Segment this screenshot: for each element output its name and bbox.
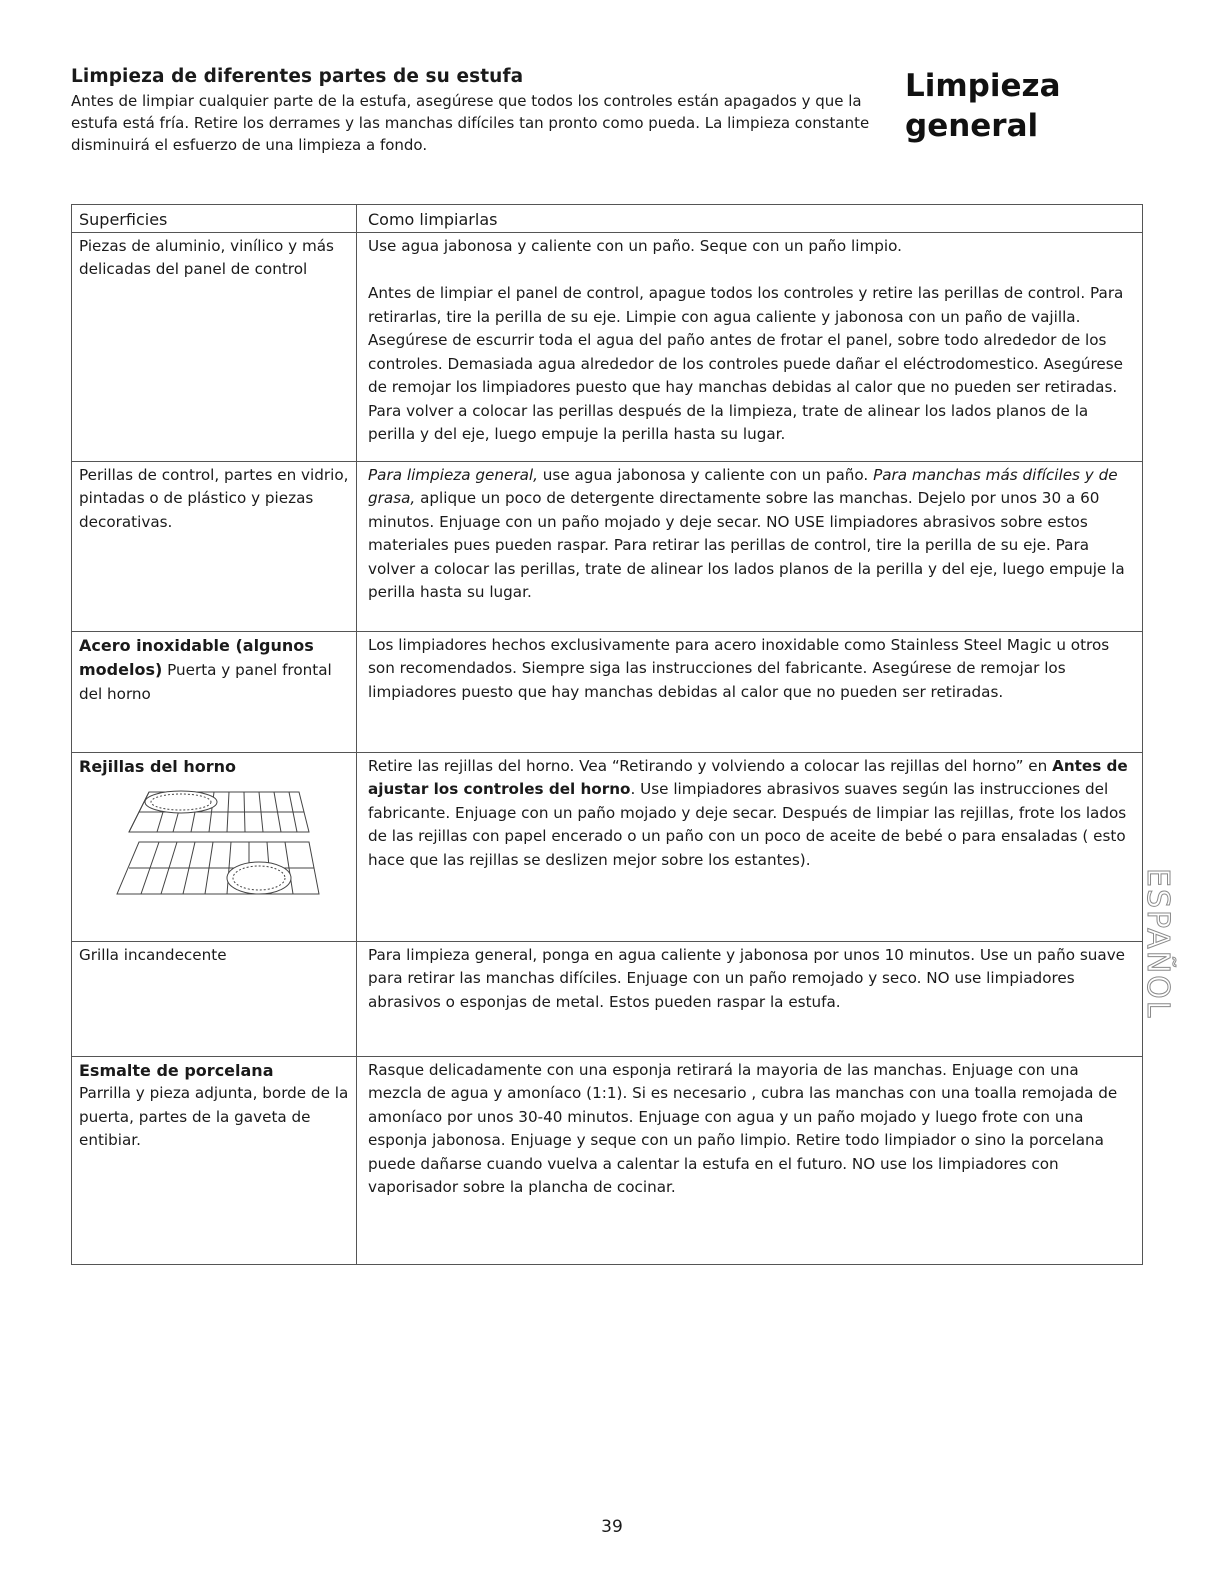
method-paragraph: Antes de limpiar el panel de control, apague todos los controles y retire las perillas de control. Para retirarlas, tire la perilla de su eje. Limpie con agua caliente y jabonosa con un paño de vajilla. Asegúrese de escurrir toda el agua del paño antes de frotar el panel, sobre todo alrededor de los controles. Demasiada agua alrededor de los controles puede dañar el eléctrodomestico. Asegúrese de remojar los limpiadores puesto que hay manchas debidas al calor que no pueden ser retiradas. Para volver a colocar las perillas después de la limpieza, trate de alinear los lados planos de la perilla y del eje, luego empuje la perilla hasta su lugar. [368, 284, 1124, 443]
method-cell: Los limpiadores hechos exclusivamente para acero inoxidable como Stainless Steel Magic u otros son recomendados. Siempre siga las instrucciones del fabricante. Asegúrese de remojar los limpiadores puesto que hay manchas debidas al calor que no pueden ser retiradas. [357, 631, 1143, 752]
italic-phrase: Para limpieza general, [368, 465, 538, 484]
method-text: use agua jabonosa y caliente con un paño. [537, 465, 874, 484]
section-heading: Limpieza de diferentes partes de su estufa [71, 66, 524, 87]
surface-detail: Puerta y panel frontal del horno [79, 661, 332, 703]
method-cell: Para limpieza general, ponga en agua caliente y jabonosa por unos 10 minutos. Use un paño suave para retirar las manchas difíciles. Enjuage con un paño remojado y seco. NO use limpiadores abrasivos o esponjas de metal. Estos pueden raspar la estufa. [357, 941, 1143, 1056]
page-title-line-1: Limpieza [905, 68, 1061, 104]
table-row [72, 461, 1143, 631]
method-cell [357, 232, 1143, 461]
oven-racks-illustration [109, 786, 329, 906]
page-number: 39 [601, 1517, 623, 1537]
method-paragraph: Use agua jabonosa y caliente con un paño. Seque con un paño limpio. [368, 236, 903, 255]
table-row [72, 941, 1143, 1056]
method-cell [357, 461, 1143, 631]
method-text: Retire las rejillas del horno. Vea “Retirando y volviendo a colocar las rejillas del horno” en [368, 756, 1053, 775]
bold-reference: Antes de ajustar los controles del horno [368, 756, 1128, 798]
table-row [72, 631, 1143, 752]
surface-name: Rejillas del horno [79, 756, 237, 776]
header-surfaces: Superficies [72, 205, 357, 233]
language-side-tab: ESPAÑOL [1140, 868, 1175, 1020]
surface-cell [72, 752, 357, 941]
surface-cell: Piezas de aluminio, vinílico y más delicadas del panel de control [72, 232, 357, 461]
method-cell [357, 752, 1143, 941]
surface-cell: Grilla incandecente [72, 941, 357, 1056]
table-row [72, 232, 1143, 461]
surface-cell: Perillas de control, partes en vidrio, pintadas o de plástico y piezas decorativas. [72, 461, 357, 631]
method-cell: Rasque delicadamente con una esponja retirará la mayoria de las manchas. Enjuage con una mezcla de agua y amoníaco (1:1). Si es necesario , cubra las manchas con una toalla remojada de amoníaco por unos 30-40 minutos. Enjuage con agua y un paño mojado y luego frote con una esponja jabonosa. Enjuage y seque con un paño limpio. Retire todo limpiador o sino la porcelana puede dañarse cuando vuelva a calentar la estufa en el futuro. NO use los limpiadores con vaporisador sobre la plancha de cocinar. [357, 1056, 1143, 1264]
table-header-row [72, 205, 1143, 233]
table-row [72, 1056, 1143, 1264]
surface-name: Acero inoxidable (algunos modelos) [79, 635, 314, 679]
surface-name: Esmalte de porcelana [79, 1060, 274, 1080]
method-text: aplique un poco de detergente directamente sobre las manchas. Dejelo por unos 30 a 60 minutos. Enjuage con un paño mojado y deje secar. NO USE limpiadores abrasivos sobre estos materiales pues pueden raspar. Para retirar las perillas de control, tire la perilla de su eje. Para volver a colocar las perillas, trate de alinear los lados planos de la perilla y del eje, luego empuje la perilla hasta su lugar. [368, 489, 1125, 601]
intro-paragraph: Antes de limpiar cualquier parte de la estufa, asegúrese que todos los controles están apagados y que la estufa está fría. Retire los derrames y las manchas difíciles tan pronto como pueda. La limpieza constante disminuirá el esfuerzo de una limpieza a fondo. [71, 92, 870, 154]
italic-phrase: Para manchas más difíciles y de grasa, [368, 465, 1118, 507]
intro-section [71, 66, 871, 156]
header-how-to-clean: Como limpiarlas [357, 205, 1143, 233]
surface-cell [72, 631, 357, 752]
surface-cell [72, 1056, 357, 1264]
cleaning-table [71, 204, 1143, 1265]
surface-detail: Parrilla y pieza adjunta, borde de la puerta, partes de la gaveta de entibiar. [79, 1084, 349, 1149]
page-title-line-2: general [905, 108, 1039, 144]
method-text: . Use limpiadores abrasivos suaves según las instrucciones del fabricante. Enjuage con un paño mojado y deje secar. Después de limpiar las rejillas, frote los lados de las rejillas con papel encerado o un paño con un poco de aceite de bebé o para ensaladas ( esto hace que las rejillas se deslizen mejor sobre los estantes). [368, 780, 1127, 869]
page-title [905, 66, 1060, 146]
table-row [72, 752, 1143, 941]
